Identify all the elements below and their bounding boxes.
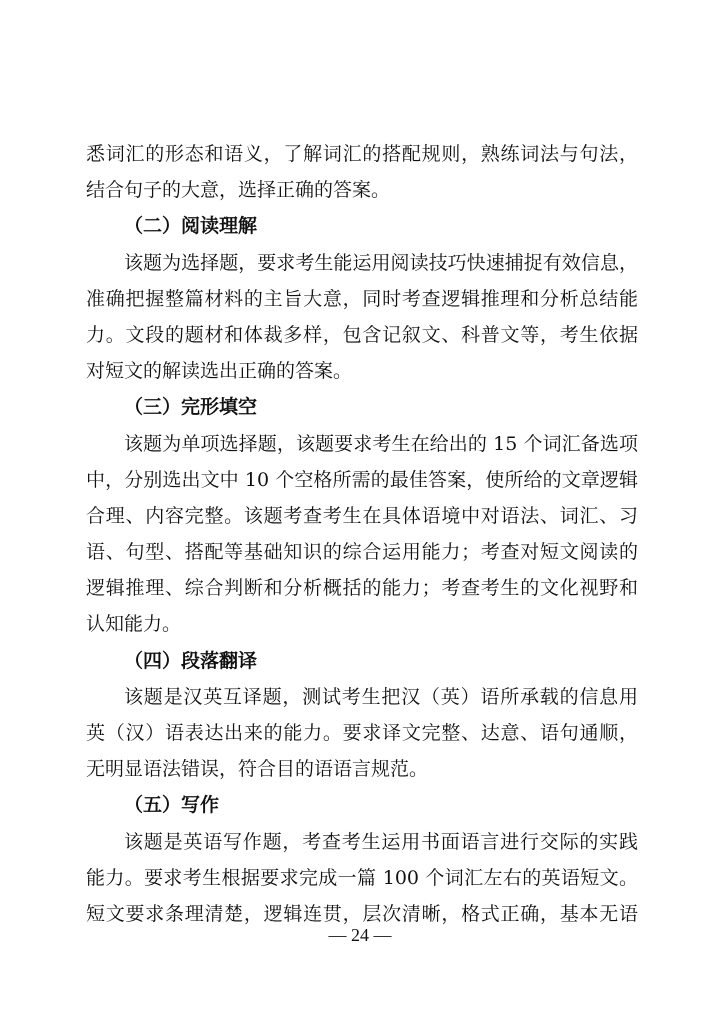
page-number: — 24 — — [328, 925, 392, 945]
body-line: 力。文段的题材和体裁多样，包含记叙文、科普文等，考生依据 — [86, 323, 638, 346]
body-line: 英（汉）语表达出来的能力。要求译文完整、达意、语句通顺， — [86, 722, 638, 744]
body-line: 该题是汉英互译题，测试考生把汉（英）语所承载的信息用 — [124, 685, 638, 708]
section-heading: （三）完形填空 — [124, 396, 258, 419]
body-line: 语、句型、搭配等基础知识的综合运用能力；考查对短文阅读的 — [86, 541, 638, 564]
body-line: 该题为选择题，要求考生能运用阅读技巧快速捕捉有效信息， — [124, 251, 638, 274]
section-heading: （四）段落翻译 — [124, 649, 258, 672]
body-line: 合理、内容完整。该题考查考生在具体语境中对语法、词汇、习 — [86, 504, 638, 527]
body-line: 对短文的解读选出正确的答案。 — [86, 360, 353, 383]
body-line: 短文要求条理清楚，逻辑连贯，层次清晰，格式正确，基本无语 — [86, 902, 638, 925]
body-line: 认知能力。 — [86, 613, 182, 636]
body-line: 中，分别选出文中 10 个空格所需的最佳答案，使所给的文章逻辑 — [86, 468, 638, 491]
body-line: 无明显语法错误，符合目的语语言规范。 — [86, 758, 429, 781]
body-line: 能力。要求考生根据要求完成一篇 100 个词汇左右的英语短文。 — [86, 866, 638, 889]
body-line: 逻辑推理、综合判断和分析概括的能力；考查考生的文化视野和 — [86, 577, 638, 600]
body-line: 悉词汇的形态和语义，了解词汇的搭配规则，熟练词法与句法， — [86, 143, 638, 165]
section-heading: （五）写作 — [124, 794, 220, 817]
body-line: 该题为单项选择题，该题要求考生在给出的 15 个词汇备选项 — [124, 432, 638, 455]
section-heading: （二）阅读理解 — [124, 215, 258, 238]
document-body — [86, 136, 638, 932]
body-line: 该题是英语写作题，考查考生运用书面语言进行交际的实践 — [124, 830, 638, 853]
body-line: 结合句子的大意，选择正确的答案。 — [86, 179, 391, 202]
body-line: 准确把握整篇材料的主旨大意，同时考查逻辑推理和分析总结能 — [86, 287, 638, 310]
